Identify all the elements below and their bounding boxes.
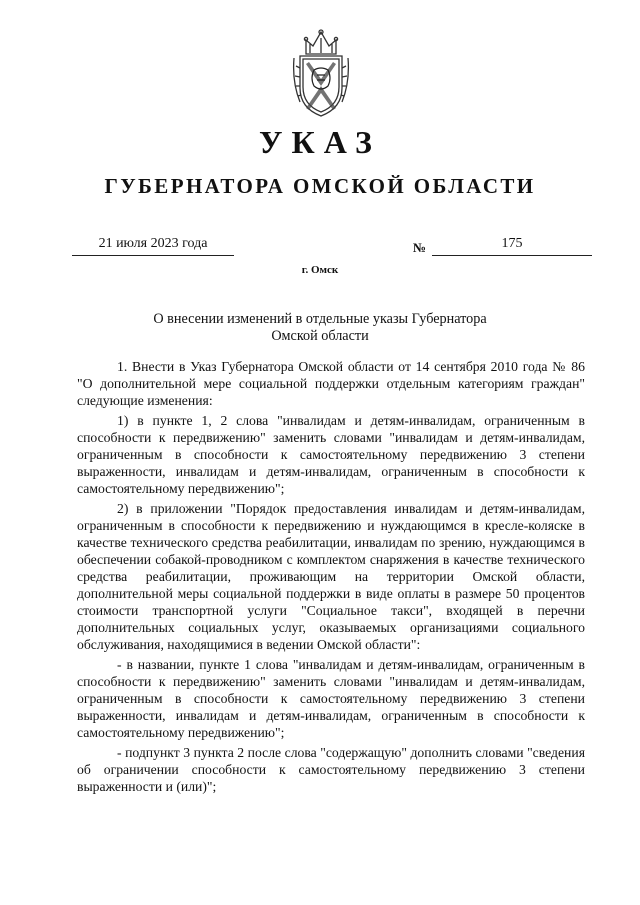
document-number: 175 [501, 236, 523, 251]
subject-line-2: Омской области [271, 328, 369, 344]
document-subtitle: ГУБЕРНАТОРА ОМСКОЙ ОБЛАСТИ [104, 174, 536, 198]
date-underline [72, 255, 234, 256]
paragraph-subitem-1: 1) в пункте 1, 2 слова "инвалидам и детям-инвалидам, ограниченным в способности к передвижению" заменить словами "инвалидам и детям-инвалидам, ограниченным в способности к самостоятельному передвижению 3 степени выраженности, инвалидам и детям-инвалидам, ограниченным в способности к самостоятельному передвижению"; [77, 413, 585, 496]
document-subject [150, 311, 490, 345]
paragraph-item-1: 1. Внести в Указ Губернатора Омской области от 14 сентября 2010 года № 86 "О дополнительной мере социальной поддержки отдельным категориям граждан" следующие изменения: [77, 359, 585, 408]
number-sign: № [413, 240, 427, 255]
document-date: 21 июля 2023 года [98, 236, 208, 251]
paragraph-subitem-2: 2) в приложении "Порядок предоставления инвалидам и детям-инвалидам, ограниченным в способности к передвижению и нуждающимся в кресле-коляске в качестве технического средства реабилитации, инвалидам по зрению, нуждающимся в обеспечении собакой-проводником с комплектом снаряжения в качестве технического средства реабилитации, проживающим на территории Омской области, дополнительной меры социальной поддержки в виде оплаты в размере 50 процентов стоимости транспортной услуги "Социальное такси", входящей в перечни дополнительных социальных услуг, оказываемых организациями социального обслуживания, находящимися в ведении Омской области": [77, 501, 585, 652]
subject-line-1: О внесении изменений в отдельные указы Губернатора [153, 311, 487, 327]
number-underline [432, 255, 592, 256]
paragraph-dash-2: - подпункт 3 пункта 2 после слова "содержащую" дополнить словами "сведения об ограничении способности к самостоятельному передвижению 3 степени выраженности и (или)"; [77, 745, 585, 794]
omsk-coat-of-arms-icon [292, 26, 350, 118]
document-city: г. Омск [301, 264, 339, 276]
document-body [77, 358, 585, 798]
document-title: УКАЗ [259, 124, 381, 160]
paragraph-dash-1: - в названии, пункте 1 слова "инвалидам и детям-инвалидам, ограниченным в способности к передвижению" заменить словами "инвалидам и детям-инвалидам, ограниченным в способности к самостоятельному передвижению 3 степени выраженности, инвалидам и детям-инвалидам, ограниченным в способности к самостоятельному передвижению"; [77, 657, 585, 740]
